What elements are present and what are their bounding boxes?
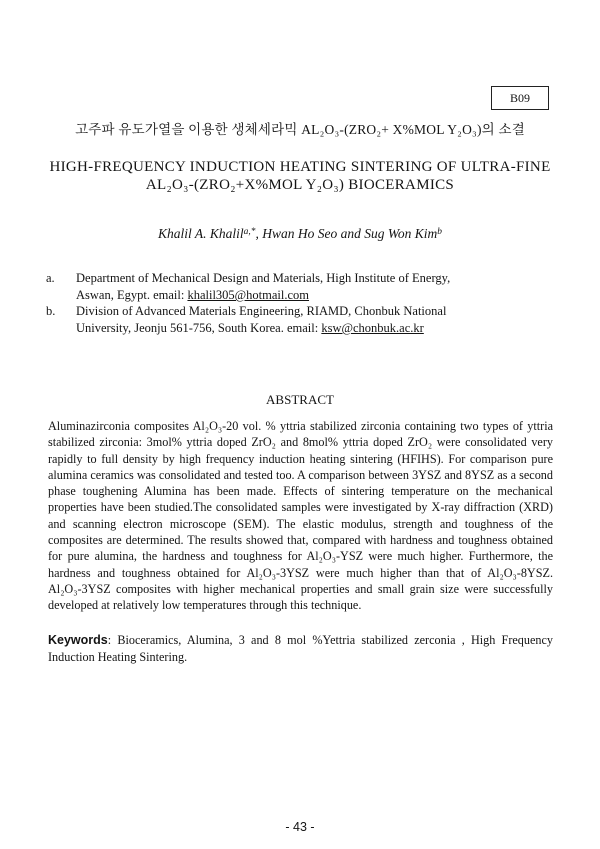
keywords-section [48, 632, 553, 665]
author-2-marker: b [437, 226, 442, 237]
paper-code: B09 [509, 90, 530, 105]
affiliation-marker: b. [46, 304, 56, 318]
author-1-marker: a,* [243, 226, 256, 237]
affiliation-marker: a. [46, 271, 55, 285]
email-link[interactable]: ksw@chonbuk.ac.kr [321, 321, 424, 335]
english-title-line-2: AL₂O₃-(ZRO₂+X%MOL Y₂O₃) BIOCERAMICS [145, 177, 455, 193]
email-link[interactable]: khalil305@hotmail.com [187, 288, 310, 302]
affiliation-line: Division of Advanced Materials Engineering, RIAMD, Chonbuk National [76, 304, 447, 318]
affiliation-b [46, 303, 540, 337]
english-title [0, 158, 600, 194]
english-title-line-1: HIGH-FREQUENCY INDUCTION HEATING SINTERING OF ULTRA-FINE [49, 159, 551, 175]
page-number: - 43 - [285, 820, 315, 834]
affiliation-line: Aswan, Egypt. email: [76, 288, 188, 302]
author-list [0, 226, 600, 242]
author-separator: , [255, 226, 263, 241]
keywords-text: : Bioceramics, Alumina, 3 and 8 mol %Yettria stabilized zerconia , High Frequency Induction Heating Sintering. [48, 633, 553, 664]
affiliation-line: Department of Mechanical Design and Materials, High Institute of Energy, [76, 271, 451, 285]
affiliation-line: University, Jeonju 561-756, South Korea. email: [76, 321, 322, 335]
abstract-heading: ABSTRACT [266, 392, 334, 407]
abstract-body: Aluminazirconia composites Al₂O₃-20 vol. % yttria stabilized zirconia containing two types of yttria stabilized zirconia: 3mol% yttria doped ZrO₂ and 8mol% yttria doped ZrO₂ were consolidated very rapidly to full density by high frequency induction heating sintering (HFIHS). For comparison pure alumina ceramics was consolidated and tested too. A comparison between 3YSZ and 8YSZ as a second phase toughening Alumina has been made. Effects of sintering temperature on the mechanical properties have been studied.The consolidated samples were investigated by X-ray diffraction (XRD) and scanning electron microscope (SEM). The elastic modulus, strength and toughness of the composites are determined. The results showed that, compared with hardness and toughness obtained for pure alumina, the hardness and toughness for Al₂O₃-YSZ were much higher. Furthermore, the hardness and toughness obtained for Al₂O₃-3YSZ were much higher than that of Al₂O₃-8YSZ. Al₂O₃-3YSZ composites with higher mechanical properties and small grain size were successfully developed at relatively low temperatures through this technique. [48, 419, 553, 613]
author-1: Khalil A. Khalil [158, 226, 244, 241]
paper-code-box [491, 86, 549, 110]
author-2-3: Hwan Ho Seo and Sug Won Kim [262, 226, 438, 241]
korean-title: 고주파 유도가열을 이용한 생체세라믹 AL₂O₃-(ZRO₂+ X%MOL Y₂O₃)의 소결 [75, 122, 525, 137]
affiliation-a [46, 270, 540, 304]
keywords-label: Keywords [48, 633, 108, 647]
